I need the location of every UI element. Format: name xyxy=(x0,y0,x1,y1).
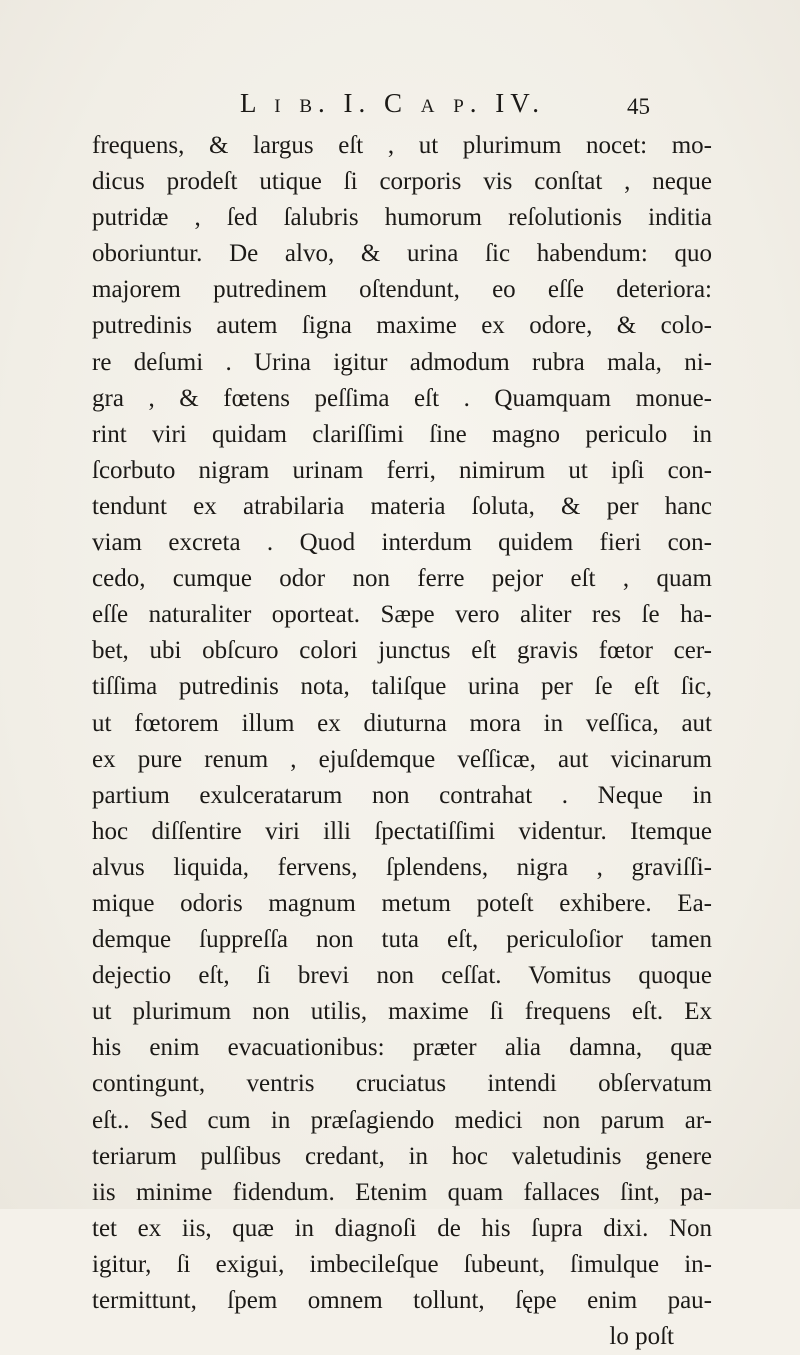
text-line: dejectio eſt, ſi brevi non ceſſat. Vomitus quoque xyxy=(92,962,712,990)
text-line: igitur, ſi exigui, imbecileſque ſubeunt, ſimulque in- xyxy=(92,1250,712,1278)
text-line: putredinis autem ſigna maxime ex odore, & colo- xyxy=(92,312,712,340)
text-line: rint viri quidam clariſſimi ſine magno periculo in xyxy=(92,420,712,448)
text-line: alvus liquida, fervens, ſplendens, nigra , graviſſi- xyxy=(92,853,712,881)
text-line: demque ſuppreſſa non tuta eſt, periculoſior tamen xyxy=(92,926,712,954)
text-line: eſt.. Sed cum in præſagiendo medici non parum ar- xyxy=(92,1106,712,1134)
text-line: contingunt, ventris cruciatus intendi obſervatum xyxy=(92,1070,712,1098)
text-line: bet, ubi obſcuro colori junctus eſt gravis fœtor cer- xyxy=(92,637,712,665)
text-line: eſſe naturaliter oporteat. Sæpe vero aliter res ſe ha- xyxy=(92,601,712,629)
text-line: ut fœtorem illum ex diuturna mora in veſſica, aut xyxy=(92,709,712,737)
text-line: dicus prodeſt utique ſi corporis vis conſtat , neque xyxy=(92,168,712,196)
text-line: ſcorbuto nigram urinam ferri, nimirum ut ipſi con- xyxy=(92,456,712,484)
body-text xyxy=(92,128,712,1355)
text-line: teriarum pulſibus credant, in hoc valetudinis genere xyxy=(92,1142,712,1170)
text-line: termittunt, ſpem omnem tollunt, ſępe enim pau- xyxy=(92,1287,712,1314)
running-head xyxy=(200,88,650,124)
running-title: L i b. I. C a p. IV. xyxy=(240,88,546,118)
text-line: ex pure renum , ejuſdemque veſſicæ, aut vicinarum xyxy=(92,745,712,773)
text-line: tendunt ex atrabilaria materia ſoluta, & per hanc xyxy=(92,492,712,520)
page-number: 45 xyxy=(627,94,650,119)
text-line: his enim evacuationibus: præter alia damna, quæ xyxy=(92,1034,712,1062)
text-line: re deſumi . Urina igitur admodum rubra mala, ni- xyxy=(92,348,712,376)
text-line: ut plurimum non utilis, maxime ſi frequens eſt. Ex xyxy=(92,998,712,1026)
text-line: gra , & fœtens peſſima eſt . Quamquam monue- xyxy=(92,384,712,412)
text-line: cedo, cumque odor non ferre pejor eſt , quam xyxy=(92,565,712,593)
text-line: iis minime fidendum. Etenim quam fallaces ſint, pa- xyxy=(92,1178,712,1206)
text-line: frequens, & largus eſt , ut plurimum nocet: mo- xyxy=(92,132,712,159)
catchword-line: lo poſt xyxy=(609,1323,674,1351)
text-line: tiſſima putredinis nota, taliſque urina per ſe eſt ſic, xyxy=(92,673,712,701)
text-line: viam excreta . Quod interdum quidem fieri con- xyxy=(92,529,712,557)
text-line: majorem putredinem oſtendunt, eo eſſe deteriora: xyxy=(92,276,712,304)
text-line: partium exulceratarum non contrahat . Neque in xyxy=(92,781,712,809)
text-line: oboriuntur. De alvo, & urina ſic habendum: quo xyxy=(92,240,712,268)
text-line: putridæ , ſed ſalubris humorum reſolutionis inditia xyxy=(92,204,712,232)
text-line: mique odoris magnum metum poteſt exhibere. Ea- xyxy=(92,889,712,917)
text-line: hoc diſſentire viri illi ſpectatiſſimi videntur. Itemque xyxy=(92,817,712,845)
text-line: tet ex iis, quæ in diagnoſi de his ſupra dixi. Non xyxy=(92,1214,712,1242)
